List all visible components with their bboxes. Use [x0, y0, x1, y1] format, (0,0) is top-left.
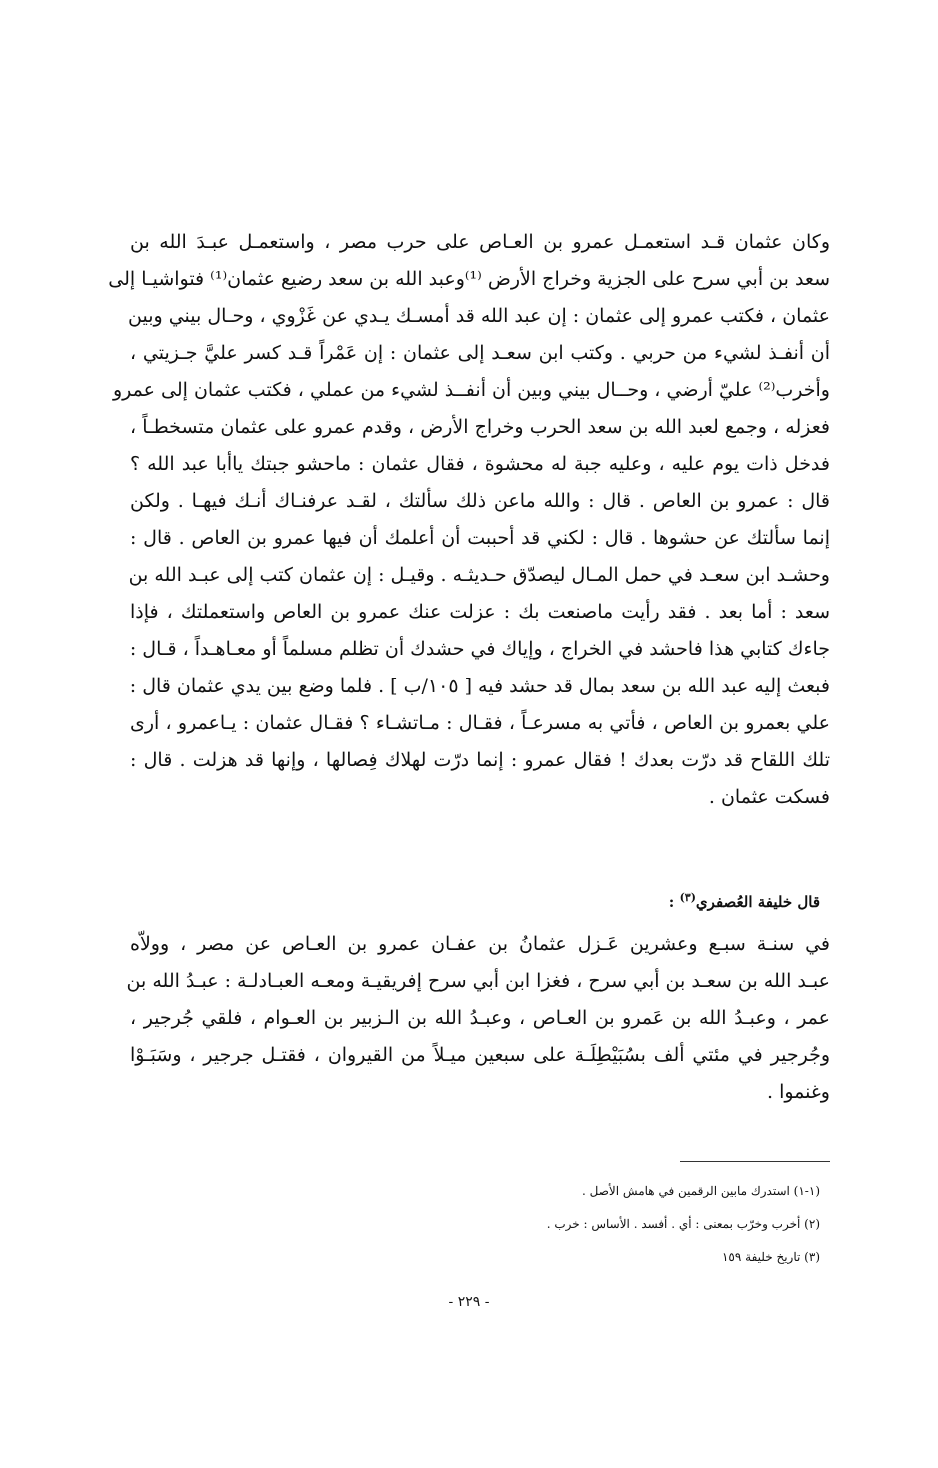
paragraph-line: وحشـد ابن سعـد في حمل المـال ليصدّق حـديثـه . وقيـل : إن عثمان كتب إلى عبـد الله بن	[128, 564, 830, 586]
section-heading-suffix: :	[668, 893, 680, 911]
footnote-item: (١-١) استدرك مابين الرقمين في هامش الأصل .	[582, 1184, 820, 1198]
paragraph-line: سعد : أما بعد . فقد رأيت ماصنعت بك : عزلت عنك عمرو بن العاص واستعملتك ، فإذا	[130, 601, 830, 623]
paragraph-line: تلك اللقاح قد درّت بعدك ! فقال عمرو : إنما درّت لهلاك فِصالها ، وإنها قد هزلت . قال :	[130, 749, 830, 771]
paragraph-line: وجُرجير في مئتي ألف بسُبَيْطِلَـة على سبعين ميـلاً من القيروان ، فقتـل جرجير ، وسَبَـوْا	[130, 1044, 830, 1066]
paragraph-line: فدخل ذات يوم عليه ، وعليه جبة له محشوة ، فقال عثمان : ماحشو جبتك ياأبا عبد الله ؟	[130, 453, 830, 475]
footnote-divider	[680, 1161, 830, 1162]
paragraph-line: فبعث إليه عبد الله بن سعد بمال قد حشد فيه [ ١٠٥/ب ] . فلما وضع بين يدي عثمان قال :	[129, 675, 830, 697]
paragraph-line: علي بعمرو بن العاص ، فأتي به مسرعـاً ، فقـال : مـاتشـاء ؟ فقـال عثمان : يـاعمرو ، أرى	[130, 712, 830, 734]
footnote-item: (٢) أخرب وخرّب بمعنى : أي . أفسد . الأساس : خرب .	[546, 1217, 820, 1231]
paragraph-line: في سنـة سبـع وعشرين عَـزل عثمانُ بن عفـان عمرو بن العـاص عن مصر ، وولاّه	[130, 933, 830, 955]
paragraph-line: وكان عثمان قـد استعمـل عمرو بن العـاص على حرب مصر ، واستعمـل عبـدَ الله بن	[130, 231, 830, 253]
paragraph-line: فعزله ، وجمع لعبد الله بن سعد الحرب وخراج الأرض ، وقدم عمرو على عثمان متسخطـاً ،	[130, 416, 830, 438]
footnote-reference[interactable]: (٣)	[679, 891, 696, 904]
footnote-item: (٣) تاريخ خليفة ١٥٩	[721, 1250, 820, 1264]
paragraph-line: سعد بن أبي سرح على الجزية وخراج الأرض ⁽¹⁾وعبد الله بن سعد رضيع عثمان⁽¹⁾ فتواشيـا إلى	[108, 268, 830, 290]
second-paragraph	[126, 926, 830, 1111]
paragraph-line: عمر ، وعبـدُ الله بن عَمرو بن العـاص ، وعبـدُ الله بن الـزبير بن العـوام ، فلقي جُرجير ،	[130, 1007, 830, 1029]
footnotes	[220, 1175, 820, 1274]
section-heading-text: قال خليفة العُصفري	[695, 893, 820, 911]
paragraph-line: فسكت عثمان .	[708, 786, 830, 808]
paragraph-line: أن أنفـذ لشيء من حربي . وكتب ابن سعـد إلى عثمان : إن عَمْراً قـد كسر عليَّ جـزيتي ،	[130, 342, 830, 364]
paragraph-line: قال : عمرو بن العاص . قال : والله ماعن ذلك سألتك ، لقـد عرفنـاك أنـك فيهـا . ولكن	[130, 490, 830, 512]
main-paragraph	[108, 224, 830, 816]
page-number: - ٢٢٩ -	[448, 1294, 490, 1310]
section-heading	[669, 888, 820, 916]
paragraph-line: عبـد الله بن سعـد بن أبي سرح ، فغزا ابن أبي سرح إفريقيـة ومعـه العبـادلـة : عبـدُ الله بن	[126, 970, 830, 992]
paragraph-line: عثمان ، فكتب عمرو إلى عثمان : إن عبد الله قد أمسـك يـدي عن غَزْوي ، وحـال بيني وبين	[128, 305, 830, 327]
paragraph-line: إنما سألتك عن حشوها . قال : لكني قد أحببت أن أعلمك أن فيها عمرو بن العاص . قال :	[130, 527, 830, 549]
paragraph-line: وغنموا .	[766, 1081, 830, 1103]
paragraph-line: جاءك كتابي هذا فاحشد في الخراج ، وإياك في حشدك أن تظلم مسلماً أو معـاهـداً ، قـال :	[129, 638, 830, 660]
paragraph-line: وأخرب⁽²⁾ عليّ أرضي ، وحــال بيني وبين أن أنفــذ لشيء من عملي ، فكتب عثمان إلى عمرو	[113, 379, 830, 401]
